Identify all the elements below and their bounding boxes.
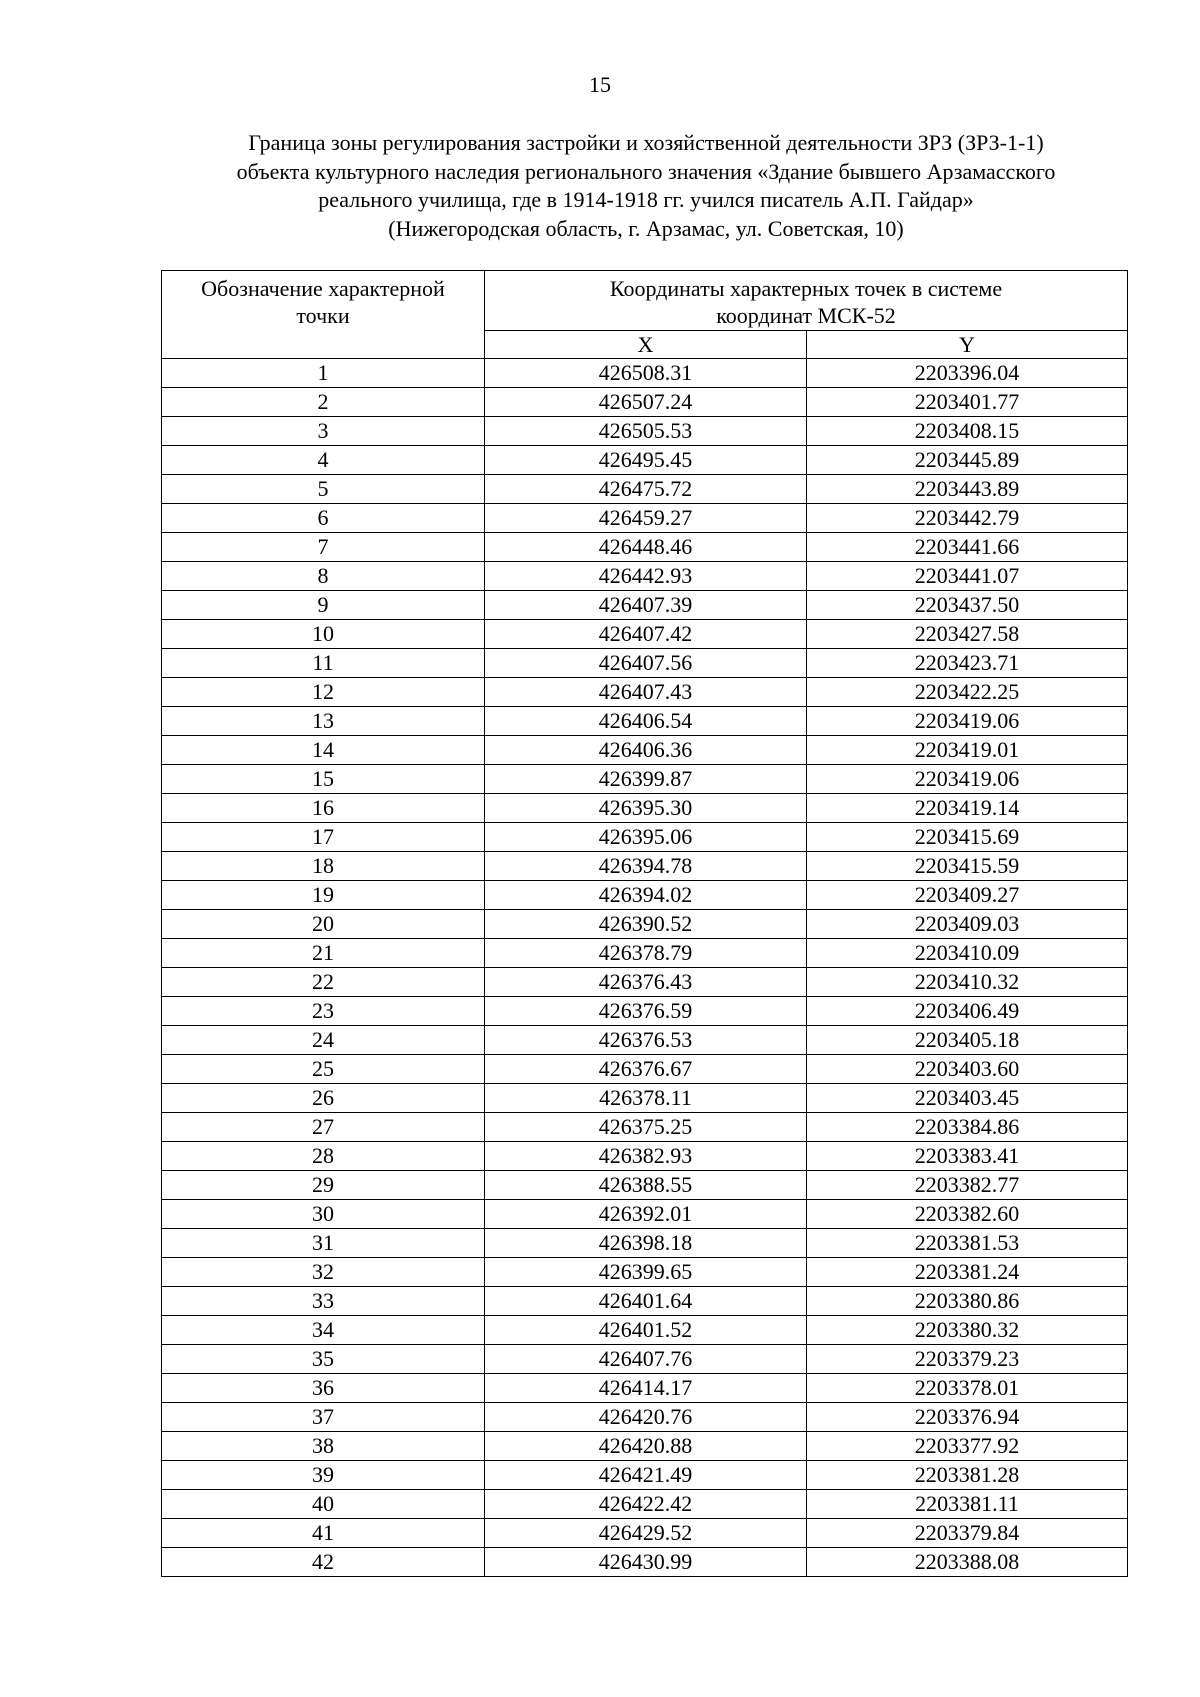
header-point-line: Обозначение характерной — [201, 276, 445, 301]
header-point-line: точки — [296, 303, 350, 328]
table-row — [162, 765, 1128, 794]
cell-point: 33 — [162, 1287, 485, 1316]
table-row — [162, 678, 1128, 707]
table-row — [162, 910, 1128, 939]
cell-point: 32 — [162, 1258, 485, 1287]
cell-point: 5 — [162, 475, 485, 504]
cell-point: 30 — [162, 1200, 485, 1229]
table-row — [162, 1113, 1128, 1142]
cell-y: 2203396.04 — [807, 359, 1128, 388]
cell-point: 20 — [162, 910, 485, 939]
cell-point: 23 — [162, 997, 485, 1026]
table-row — [162, 504, 1128, 533]
cell-y: 2203408.15 — [807, 417, 1128, 446]
cell-y: 2203388.08 — [807, 1548, 1128, 1577]
table-row — [162, 1287, 1128, 1316]
cell-y: 2203422.25 — [807, 678, 1128, 707]
cell-y: 2203441.07 — [807, 562, 1128, 591]
cell-x: 426376.53 — [485, 1026, 807, 1055]
cell-point: 28 — [162, 1142, 485, 1171]
cell-y: 2203401.77 — [807, 388, 1128, 417]
table-row — [162, 823, 1128, 852]
cell-point: 39 — [162, 1461, 485, 1490]
table-row — [162, 968, 1128, 997]
cell-y: 2203415.59 — [807, 852, 1128, 881]
cell-point: 15 — [162, 765, 485, 794]
table-row — [162, 1200, 1128, 1229]
cell-y: 2203382.77 — [807, 1171, 1128, 1200]
cell-y: 2203410.09 — [807, 939, 1128, 968]
table-row — [162, 1171, 1128, 1200]
cell-x: 426378.79 — [485, 939, 807, 968]
cell-x: 426376.67 — [485, 1055, 807, 1084]
cell-x: 426395.06 — [485, 823, 807, 852]
table-row — [162, 794, 1128, 823]
cell-x: 426414.17 — [485, 1374, 807, 1403]
cell-point: 25 — [162, 1055, 485, 1084]
header-point-designation — [162, 271, 485, 359]
cell-y: 2203409.27 — [807, 881, 1128, 910]
cell-y: 2203442.79 — [807, 504, 1128, 533]
cell-point: 38 — [162, 1432, 485, 1461]
cell-y: 2203419.01 — [807, 736, 1128, 765]
cell-point: 4 — [162, 446, 485, 475]
cell-point: 42 — [162, 1548, 485, 1577]
cell-y: 2203441.66 — [807, 533, 1128, 562]
cell-y: 2203381.11 — [807, 1490, 1128, 1519]
table-row — [162, 533, 1128, 562]
cell-point: 40 — [162, 1490, 485, 1519]
cell-x: 426507.24 — [485, 388, 807, 417]
cell-x: 426442.93 — [485, 562, 807, 591]
cell-point: 19 — [162, 881, 485, 910]
cell-y: 2203380.86 — [807, 1287, 1128, 1316]
table-row — [162, 881, 1128, 910]
cell-point: 9 — [162, 591, 485, 620]
cell-x: 426430.99 — [485, 1548, 807, 1577]
cell-point: 14 — [162, 736, 485, 765]
document-title — [150, 129, 1142, 243]
cell-point: 36 — [162, 1374, 485, 1403]
cell-y: 2203378.01 — [807, 1374, 1128, 1403]
cell-point: 29 — [162, 1171, 485, 1200]
cell-point: 31 — [162, 1229, 485, 1258]
cell-y: 2203437.50 — [807, 591, 1128, 620]
cell-y: 2203382.60 — [807, 1200, 1128, 1229]
table-row — [162, 562, 1128, 591]
cell-y: 2203406.49 — [807, 997, 1128, 1026]
cell-point: 2 — [162, 388, 485, 417]
cell-y: 2203384.86 — [807, 1113, 1128, 1142]
title-line: Граница зоны регулирования застройки и хозяйственной деятельности ЗРЗ (ЗРЗ-1-1) — [248, 130, 1044, 155]
header-coordinates — [485, 271, 1128, 331]
cell-point: 21 — [162, 939, 485, 968]
cell-x: 426422.42 — [485, 1490, 807, 1519]
cell-x: 426406.36 — [485, 736, 807, 765]
cell-point: 34 — [162, 1316, 485, 1345]
cell-x: 426407.42 — [485, 620, 807, 649]
cell-y: 2203381.28 — [807, 1461, 1128, 1490]
cell-point: 22 — [162, 968, 485, 997]
cell-x: 426421.49 — [485, 1461, 807, 1490]
cell-x: 426401.52 — [485, 1316, 807, 1345]
cell-x: 426378.11 — [485, 1084, 807, 1113]
cell-x: 426376.59 — [485, 997, 807, 1026]
cell-y: 2203419.06 — [807, 765, 1128, 794]
table-row — [162, 1055, 1128, 1084]
cell-x: 426376.43 — [485, 968, 807, 997]
cell-y: 2203377.92 — [807, 1432, 1128, 1461]
table-row — [162, 1432, 1128, 1461]
table-row — [162, 1374, 1128, 1403]
cell-point: 6 — [162, 504, 485, 533]
header-x: X — [485, 331, 807, 359]
table-body — [162, 359, 1128, 1577]
table-row — [162, 1345, 1128, 1374]
cell-y: 2203379.84 — [807, 1519, 1128, 1548]
table-row — [162, 1229, 1128, 1258]
table-row — [162, 1403, 1128, 1432]
cell-x: 426420.76 — [485, 1403, 807, 1432]
table-row — [162, 620, 1128, 649]
cell-point: 17 — [162, 823, 485, 852]
cell-x: 426429.52 — [485, 1519, 807, 1548]
cell-point: 1 — [162, 359, 485, 388]
cell-y: 2203383.41 — [807, 1142, 1128, 1171]
table-row — [162, 939, 1128, 968]
cell-y: 2203405.18 — [807, 1026, 1128, 1055]
cell-y: 2203427.58 — [807, 620, 1128, 649]
table-row — [162, 1084, 1128, 1113]
cell-point: 8 — [162, 562, 485, 591]
table-row — [162, 417, 1128, 446]
cell-x: 426382.93 — [485, 1142, 807, 1171]
cell-x: 426394.78 — [485, 852, 807, 881]
cell-y: 2203419.06 — [807, 707, 1128, 736]
cell-point: 26 — [162, 1084, 485, 1113]
cell-x: 426392.01 — [485, 1200, 807, 1229]
cell-x: 426394.02 — [485, 881, 807, 910]
cell-point: 16 — [162, 794, 485, 823]
cell-y: 2203415.69 — [807, 823, 1128, 852]
table-row — [162, 1316, 1128, 1345]
cell-x: 426399.87 — [485, 765, 807, 794]
cell-y: 2203419.14 — [807, 794, 1128, 823]
header-coords-line: Координаты характерных точек в системе — [609, 276, 1003, 301]
cell-point: 35 — [162, 1345, 485, 1374]
cell-x: 426495.45 — [485, 446, 807, 475]
cell-x: 426390.52 — [485, 910, 807, 939]
cell-y: 2203379.23 — [807, 1345, 1128, 1374]
cell-point: 24 — [162, 1026, 485, 1055]
title-line: объекта культурного наследия регионального значения «Здание бывшего Арзамасского — [236, 158, 1056, 184]
cell-x: 426407.76 — [485, 1345, 807, 1374]
cell-point: 7 — [162, 533, 485, 562]
table-row — [162, 388, 1128, 417]
cell-y: 2203445.89 — [807, 446, 1128, 475]
cell-x: 426399.65 — [485, 1258, 807, 1287]
cell-x: 426398.18 — [485, 1229, 807, 1258]
table-row — [162, 649, 1128, 678]
table-row — [162, 1258, 1128, 1287]
cell-y: 2203410.32 — [807, 968, 1128, 997]
table-row — [162, 1519, 1128, 1548]
table-row — [162, 1548, 1128, 1577]
cell-point: 18 — [162, 852, 485, 881]
coordinates-table — [161, 270, 1128, 1577]
cell-x: 426505.53 — [485, 417, 807, 446]
table-row — [162, 1461, 1128, 1490]
cell-x: 426406.54 — [485, 707, 807, 736]
cell-x: 426420.88 — [485, 1432, 807, 1461]
cell-x: 426448.46 — [485, 533, 807, 562]
cell-point: 37 — [162, 1403, 485, 1432]
header-coords-line: координат МСК-52 — [716, 303, 896, 328]
cell-y: 2203403.45 — [807, 1084, 1128, 1113]
page-number: 15 — [589, 72, 611, 97]
cell-point: 11 — [162, 649, 485, 678]
cell-x: 426407.56 — [485, 649, 807, 678]
cell-y: 2203409.03 — [807, 910, 1128, 939]
cell-y: 2203380.32 — [807, 1316, 1128, 1345]
cell-point: 10 — [162, 620, 485, 649]
cell-y: 2203381.53 — [807, 1229, 1128, 1258]
cell-y: 2203376.94 — [807, 1403, 1128, 1432]
table-row — [162, 736, 1128, 765]
table-row — [162, 997, 1128, 1026]
table-row — [162, 1490, 1128, 1519]
cell-x: 426508.31 — [485, 359, 807, 388]
cell-x: 426407.39 — [485, 591, 807, 620]
table-row — [162, 475, 1128, 504]
cell-x: 426407.43 — [485, 678, 807, 707]
cell-y: 2203381.24 — [807, 1258, 1128, 1287]
title-line: (Нижегородская область, г. Арзамас, ул. Советская, 10) — [388, 215, 904, 241]
title-line: реального училища, где в 1914-1918 гг. учился писатель А.П. Гайдар» — [318, 187, 974, 212]
cell-y: 2203423.71 — [807, 649, 1128, 678]
table-row — [162, 1026, 1128, 1055]
table-row — [162, 1142, 1128, 1171]
cell-point: 41 — [162, 1519, 485, 1548]
header-y: Y — [807, 331, 1128, 359]
cell-x: 426475.72 — [485, 475, 807, 504]
table-row — [162, 591, 1128, 620]
table-row — [162, 359, 1128, 388]
cell-x: 426395.30 — [485, 794, 807, 823]
cell-x: 426459.27 — [485, 504, 807, 533]
cell-y: 2203443.89 — [807, 475, 1128, 504]
cell-x: 426401.64 — [485, 1287, 807, 1316]
table-row — [162, 852, 1128, 881]
cell-x: 426375.25 — [485, 1113, 807, 1142]
table-row — [162, 446, 1128, 475]
cell-point: 13 — [162, 707, 485, 736]
cell-y: 2203403.60 — [807, 1055, 1128, 1084]
cell-point: 27 — [162, 1113, 485, 1142]
cell-point: 12 — [162, 678, 485, 707]
cell-x: 426388.55 — [485, 1171, 807, 1200]
cell-point: 3 — [162, 417, 485, 446]
table-row — [162, 707, 1128, 736]
